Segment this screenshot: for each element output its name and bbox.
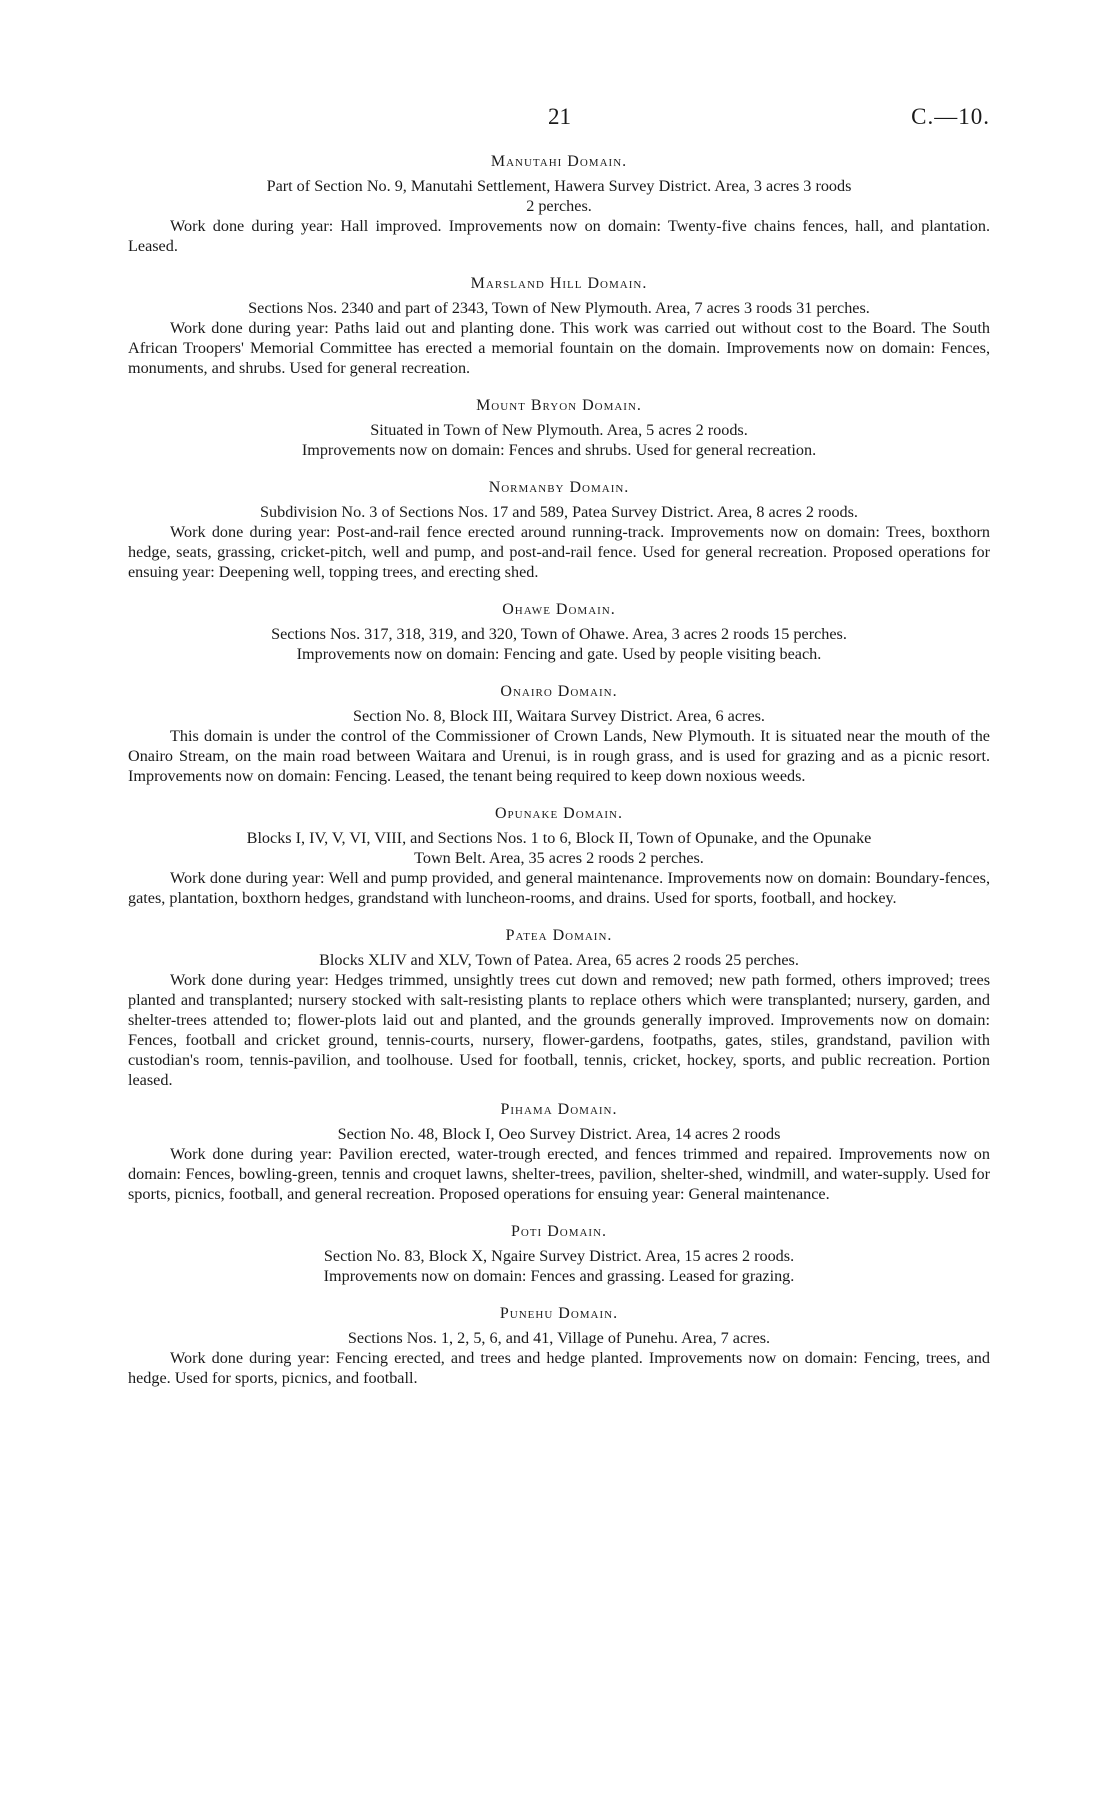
section-lead: Part of Section No. 9, Manutahi Settlement, Hawera Survey District. Area, 3 acres 3 roods	[266, 177, 852, 195]
section-lead: Sections Nos. 1, 2, 5, 6, and 41, Village of Punehu. Area, 7 acres.	[347, 1329, 771, 1347]
page-header	[128, 0, 990, 140]
section-title: Opunake Domain.	[495, 805, 623, 822]
section-body: Improvements now on domain: Fencing and gate. Used by people visiting beach.	[296, 645, 822, 663]
section-title: Mount Bryon Domain.	[476, 397, 642, 414]
section-body: Work done during year: Pavilion erected, water-trough erected, and fences trimmed and repaired. Improvements now on domain: Fences, bowling-green, tennis and croquet lawns, shelter-trees, pavilion, shelter-shed, windmill, and water-supply. Used for sports, picnics, football, and general recreation. Proposed operations for ensuing year: General maintenance.	[128, 1145, 990, 1203]
section-title: Ohawe Domain.	[502, 601, 616, 618]
section-lead: Section No. 48, Block I, Oeo Survey District. Area, 14 acres 2 roods	[337, 1125, 781, 1143]
section-body: Work done during year: Post-and-rail fence erected around running-track. Improvements now on domain: Trees, boxthorn hedge, seats, grassing, cricket-pitch, well and pump, and post-and-rail fence. Used for general recreation. Proposed operations for ensuing year: Deepening well, topping trees, and erecting shed.	[128, 523, 990, 581]
section-lead-continued: Town Belt. Area, 35 acres 2 roods 2 perches.	[414, 849, 704, 867]
section-lead: Sections Nos. 2340 and part of 2343, Town of New Plymouth. Area, 7 acres 3 roods 31 perches.	[248, 299, 870, 317]
section-body: Work done during year: Well and pump provided, and general maintenance. Improvements now on domain: Boundary-fences, gates, plantation, boxthorn hedges, grandstand with luncheon-rooms, and drains. Used for sports, football, and hockey.	[128, 869, 990, 907]
domain-section-normanby	[128, 478, 990, 582]
domain-section-ohawe	[128, 600, 990, 664]
domain-section-punehu	[128, 1304, 990, 1388]
section-body: Work done during year: Fencing erected, and trees and hedge planted. Improvements now on domain: Fencing, trees, and hedge. Used for sports, picnics, and football.	[128, 1349, 990, 1387]
domain-section-manutahi	[128, 152, 990, 256]
section-lead: Blocks I, IV, V, VI, VIII, and Sections Nos. 1 to 6, Block II, Town of Opunake, and the Opunake	[246, 829, 872, 847]
section-title: Onairo Domain.	[500, 683, 618, 700]
section-lead: Blocks XLIV and XLV, Town of Patea. Area, 65 acres 2 roods 25 perches.	[319, 951, 799, 969]
section-lead: Situated in Town of New Plymouth. Area, 5 acres 2 roods.	[370, 421, 748, 439]
section-lead-continued: 2 perches.	[526, 197, 592, 215]
document-reference: C.—10.	[911, 104, 990, 129]
section-body: Improvements now on domain: Fences and shrubs. Used for general recreation.	[301, 441, 817, 459]
section-body: Work done during year: Hedges trimmed, unsightly trees cut down and removed; new path formed, others improved; trees planted and transplanted; nursery stocked with salt-resisting plants to replace others which were transplanted; nursery, garden, and shelter-trees attended to; flower-plots laid out and planted, and the grounds generally improved. Improvements now on domain: Fences, football and cricket ground, tennis-courts, nursery, flower-gardens, footpaths, gates, stiles, grandstand, pavilion with custodian's room, tennis-pavilion, and toolhouse. Used for football, tennis, cricket, hockey, sports, and public recreation. Portion leased.	[128, 971, 990, 1089]
domain-section-patea	[128, 926, 990, 1090]
domain-section-marsland-hill	[128, 274, 990, 378]
section-body: Work done during year: Hall improved. Improvements now on domain: Twenty-five chains fences, hall, and plantation. Leased.	[128, 217, 990, 255]
section-lead: Section No. 8, Block III, Waitara Survey District. Area, 6 acres.	[353, 707, 765, 725]
section-title: Marsland Hill Domain.	[470, 275, 648, 292]
domain-section-onairo	[128, 682, 990, 786]
section-body: Improvements now on domain: Fences and grassing. Leased for grazing.	[323, 1267, 795, 1285]
domain-section-opunake	[128, 804, 990, 908]
domain-section-mount-bryon	[128, 396, 990, 460]
section-lead: Sections Nos. 317, 318, 319, and 320, Town of Ohawe. Area, 3 acres 2 roods 15 perches.	[271, 625, 847, 643]
section-title: Patea Domain.	[505, 927, 613, 944]
section-lead: Section No. 83, Block X, Ngaire Survey District. Area, 15 acres 2 roods.	[323, 1247, 795, 1265]
section-lead: Subdivision No. 3 of Sections Nos. 17 and 589, Patea Survey District. Area, 8 acres 2 roods.	[260, 503, 858, 521]
document-page	[128, 0, 990, 1388]
domain-section-pihama	[128, 1100, 990, 1204]
page-number: 21	[548, 104, 571, 129]
section-title: Normanby Domain.	[488, 479, 630, 496]
section-title: Pihama Domain.	[500, 1101, 618, 1118]
section-title: Poti Domain.	[510, 1223, 608, 1240]
domain-section-poti	[128, 1222, 990, 1286]
section-body: This domain is under the control of the Commissioner of Crown Lands, New Plymouth. It is situated near the mouth of the Onairo Stream, on the main road between Waitara and Urenui, is in rough grass, and is used for grazing and as a picnic resort. Improvements now on domain: Fencing. Leased, the tenant being required to keep down noxious weeds.	[128, 727, 990, 785]
section-body: Work done during year: Paths laid out and planting done. This work was carried out without cost to the Board. The South African Troopers' Memorial Committee has erected a memorial fountain on the domain. Improvements now on domain: Fences, monuments, and shrubs. Used for general recreation.	[128, 319, 990, 377]
section-title: Manutahi Domain.	[490, 153, 628, 170]
section-title: Punehu Domain.	[499, 1305, 619, 1322]
